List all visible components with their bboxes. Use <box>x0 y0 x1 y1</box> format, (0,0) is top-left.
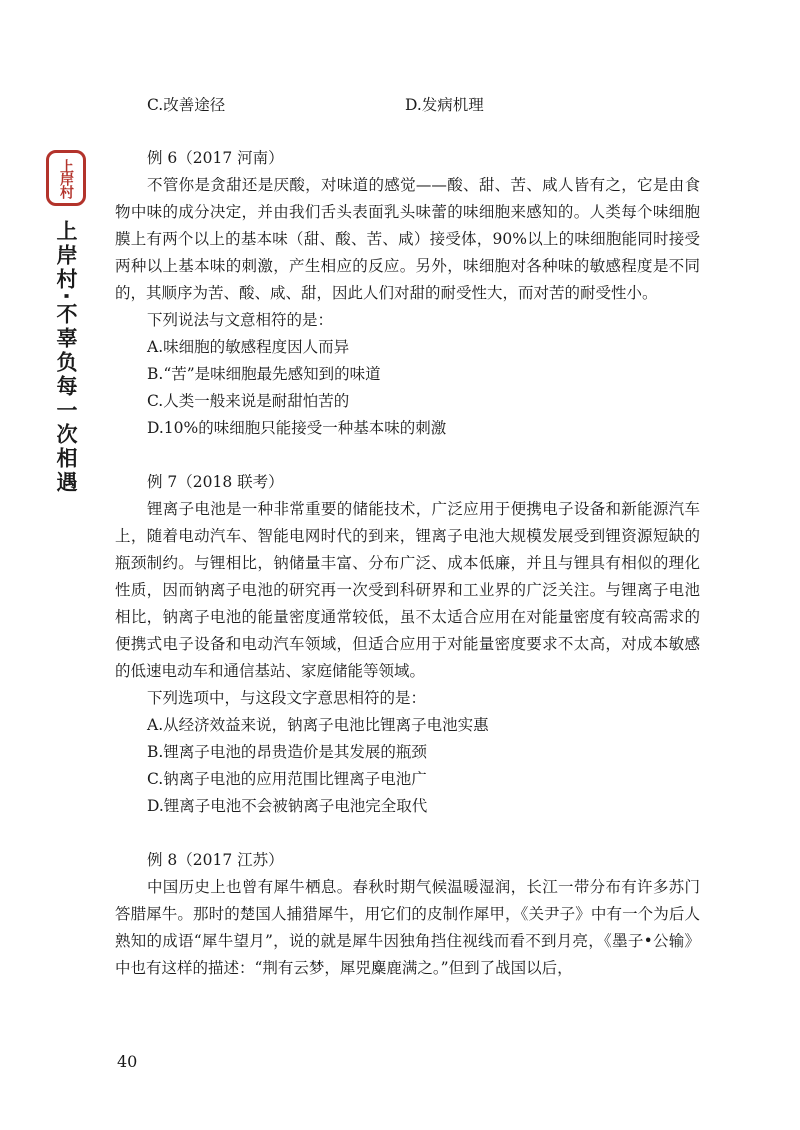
option-d: D.发病机理 <box>405 96 484 114</box>
choice-a: A.从经济效益来说，钠离子电池比锂离子电池实惠 <box>147 716 489 734</box>
example-heading: 例 7（2018 联考） <box>147 473 284 491</box>
choice-c: C.钠离子电池的应用范围比锂离子电池广 <box>147 770 427 788</box>
main-content <box>115 92 700 1009</box>
choice-b: B.锂离子电池的昂贵造价是其发展的瓶颈 <box>147 743 427 761</box>
side-branding <box>38 150 94 499</box>
example-passage: 中国历史上也曾有犀牛栖息。春秋时期气候温暖湿润，长江一带分布有许多苏门答腊犀牛。那时的楚国人捕猎犀牛，用它们的皮制作犀甲，《关尹子》中有一个为后人熟知的成语“犀牛望月”，说的就是犀牛因独角挡住视线而看不到月亮，《墨子•公输》中也有这样的描述：“荆有云梦，犀兕麋鹿满之。”但到了战国以后， <box>115 878 700 977</box>
choice-c: C.人类一般来说是耐甜怕苦的 <box>147 392 350 410</box>
choice-d: D.10%的味细胞只能接受一种基本味的刺激 <box>147 419 447 437</box>
brand-slogan: 上岸村·不辜负每一次相遇 <box>54 220 78 495</box>
example-8 <box>115 847 700 982</box>
example-question: 下列选项中，与这段文字意思相符的是： <box>147 689 427 707</box>
option-c: C.改善途径 <box>147 96 226 114</box>
choice-d: D.锂离子电池不会被钠离子电池完全取代 <box>147 797 428 815</box>
example-passage: 锂离子电池是一种非常重要的储能技术，广泛应用于便携电子设备和新能源汽车上，随着电动汽车、智能电网时代的到来，锂离子电池大规模发展受到锂资源短缺的瓶颈制约。与锂相比，钠储量丰富、分布广泛、成本低廉，并且与锂具有相似的理化性质，因而钠离子电池的研究再一次受到科研界和工业界的广泛关注。与锂离子电池相比，钠离子电池的能量密度通常较低，虽不太适合应用在对能量密度有较高需求的便携式电子设备和电动汽车领域，但适合应用于对能量密度要求不太高，对成本敏感的低速电动车和通信基站、家庭储能等领域。 <box>115 500 700 680</box>
brand-seal-logo <box>46 150 86 206</box>
choice-a: A.味细胞的敏感程度因人而异 <box>147 338 350 356</box>
previous-question-options <box>115 92 700 119</box>
example-6 <box>115 145 700 442</box>
example-heading: 例 8（2017 江苏） <box>147 851 284 869</box>
example-heading: 例 6（2017 河南） <box>147 149 284 167</box>
example-question: 下列说法与文意相符的是： <box>147 311 334 329</box>
choice-b: B.“苦”是味细胞最先感知到的味道 <box>147 365 381 383</box>
example-7 <box>115 469 700 820</box>
seal-text: 上岸村 <box>58 158 74 198</box>
page-number: 40 <box>117 1052 138 1071</box>
example-passage: 不管你是贪甜还是厌酸，对味道的感觉——酸、甜、苦、咸人皆有之，它是由食物中味的成分决定，并由我们舌头表面乳头味蕾的味细胞来感知的。人类每个味细胞膜上有两个以上的基本味（甜、酸、苦、咸）接受体，90%以上的味细胞能同时接受两种以上基本味的刺激，产生相应的反应。另外，味细胞对各种味的敏感程度是不同的，其顺序为苦、酸、咸、甜，因此人们对甜的耐受性大，而对苦的耐受性小。 <box>115 176 700 302</box>
